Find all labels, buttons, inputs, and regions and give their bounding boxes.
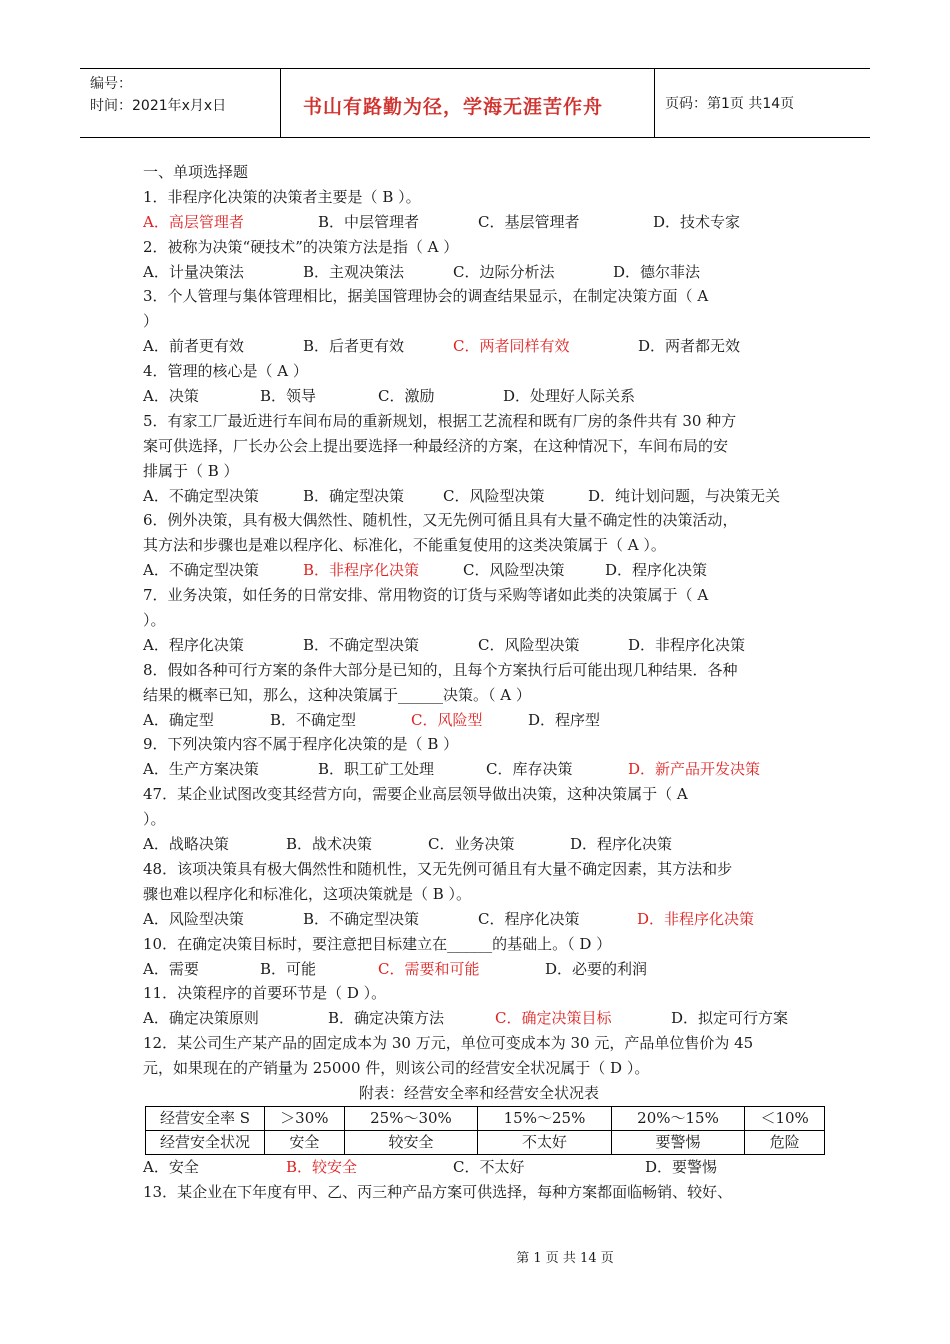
table-title: 附表：经营安全率和经营安全状况表 [358, 1083, 599, 1102]
option-c: C．库存决策 [486, 760, 573, 779]
option-row [143, 708, 815, 733]
option-row [143, 484, 815, 509]
table-cell: ＜10% [745, 1106, 825, 1130]
option-c: C．风险型决策 [463, 561, 565, 580]
motto: 书山有路勤为径，学海无涯苦作舟 [303, 95, 604, 118]
option-b: B．战术决策 [286, 835, 373, 854]
option-b: B．主观决策法 [303, 262, 405, 281]
option-row [143, 260, 815, 285]
option-row [143, 757, 815, 782]
option-b: B．不确定型 [270, 710, 357, 729]
option-row [143, 558, 815, 583]
option-b: B．不确定型决策 [303, 635, 420, 654]
question-stem-cont: 骤也难以程序化和标准化，这项决策就是（ B ）。 [143, 884, 472, 903]
option-d: D．拟定可行方案 [671, 1009, 789, 1028]
option-row [143, 334, 815, 359]
option-row [143, 633, 815, 658]
option-b: B．较安全 [286, 1157, 358, 1176]
question-stem-cont: 其方法和步骤也是难以程序化、标准化，不能重复使用的这类决策属于（ A ）。 [143, 536, 666, 555]
option-a: A．高层管理者 [143, 212, 244, 231]
option-d: D．新产品开发决策 [628, 760, 761, 779]
option-d: D．程序化决策 [605, 561, 708, 580]
question-stem: 6．例外决策，具有极大偶然性、随机性，又无先例可循且具有大量不确定性的决策活动， [143, 511, 738, 530]
option-c: C．风险型决策 [443, 486, 545, 505]
option-d: D．必要的利润 [545, 959, 648, 978]
option-d: D．两者都无效 [638, 337, 741, 356]
option-b: B．非程序化决策 [303, 561, 420, 580]
question-stem: 10．在确定决策目标时，要注意把目标建立在______的基础上。（ D ） [143, 934, 612, 953]
question-stem-cont: 元，如果现在的产销量为 25000 件，则该公司的经营安全状况属于（ D ）。 [143, 1059, 650, 1078]
option-d: D．程序化决策 [570, 835, 673, 854]
question-stem: 48．该项决策具有极大偶然性和随机性，又无先例可循且有大量不确定因素，其方法和步 [143, 859, 733, 878]
question-stem: 11．决策程序的首要环节是（ D ）。 [143, 984, 387, 1003]
table-row [146, 1106, 825, 1130]
question-stem: 9．下列决策内容不属于程序化决策的是（ B ） [143, 735, 459, 754]
page-indicator: 页码：第1页 共14页 [665, 96, 795, 112]
option-d: D．要警惕 [645, 1157, 718, 1176]
option-row [143, 1006, 815, 1031]
option-a: A．决策 [143, 387, 199, 406]
question-stem: 8．假如各种可行方案的条件大部分是已知的，且每个方案执行后可能出现几种结果．各种 [143, 660, 738, 679]
option-row [143, 832, 815, 857]
option-a: A．确定决策原则 [143, 1009, 259, 1028]
option-c: C．风险型 [411, 710, 483, 729]
table-row [146, 1130, 825, 1154]
table-cell: 经营安全状况 [146, 1130, 265, 1154]
option-c: C．边际分析法 [453, 262, 555, 281]
option-c: C．激励 [378, 387, 435, 406]
option-b: B．后者更有效 [303, 337, 405, 356]
question-stem: 7．业务决策，如任务的日常安排、常用物资的订货与采购等诸如此类的决策属于（ A [143, 586, 709, 605]
option-a: A．需要 [143, 959, 199, 978]
question-stem: 4．管理的核心是（ A ） [143, 362, 308, 381]
section-title: 一、单项选择题 [143, 163, 249, 181]
option-b: B．领导 [260, 387, 317, 406]
option-b: B．确定型决策 [303, 486, 405, 505]
table-cell: 危险 [745, 1130, 825, 1154]
option-a: A．确定型 [143, 710, 214, 729]
option-b: B．确定决策方法 [328, 1009, 445, 1028]
option-row [143, 1155, 815, 1180]
question-stem: 1．非程序化决策的决策者主要是（ B ）。 [143, 187, 421, 206]
table-cell: 经营安全率 S [146, 1106, 265, 1130]
question-stem: 47．某企业试图改变其经营方向，需要企业高层领导做出决策，这种决策属于（ A [143, 785, 688, 804]
option-c: C．程序化决策 [478, 909, 580, 928]
option-row [143, 957, 815, 982]
table-cell: 要警惕 [611, 1130, 745, 1154]
option-a: A．生产方案决策 [143, 760, 259, 779]
question-stem: 13．某企业在下年度有甲、乙、丙三种产品方案可供选择，每种方案都面临畅销、较好、 [143, 1182, 733, 1201]
option-a: A．程序化决策 [143, 635, 244, 654]
header-page-cell [655, 69, 870, 137]
option-d: D．程序型 [528, 710, 601, 729]
option-a: A．不确定型决策 [143, 561, 259, 580]
option-a: A．战略决策 [143, 835, 229, 854]
safety-rate-table [145, 1106, 825, 1155]
table-cell: 较安全 [344, 1130, 478, 1154]
question-stem: 5．有家工厂最近进行车间布局的重新规划，根据工艺流程和既有厂房的条件共有 30 种方 [143, 411, 737, 430]
option-b: B．可能 [260, 959, 317, 978]
option-a: A．前者更有效 [143, 337, 244, 356]
option-a: A．风险型决策 [143, 909, 244, 928]
option-d: D．德尔菲法 [613, 262, 701, 281]
option-c: C．风险型决策 [478, 635, 580, 654]
option-c: C．需要和可能 [378, 959, 480, 978]
table-cell: 15%～25% [478, 1106, 612, 1130]
option-d: D．纯计划问题，与决策无关 [588, 486, 781, 505]
table-cell: 20%～15% [611, 1106, 745, 1130]
option-a: A．不确定型决策 [143, 486, 259, 505]
doc-number-label: 编号： [90, 76, 132, 92]
option-row [143, 210, 815, 235]
option-row [143, 907, 815, 932]
header-motto-cell [281, 69, 655, 137]
question-stem-cont: 结果的概率已知，那么，这种决策属于______决策。（ A ） [143, 685, 531, 704]
table-cell: 安全 [265, 1130, 345, 1154]
page-header [80, 68, 870, 138]
option-b: B．中层管理者 [318, 212, 420, 231]
page-footer: 第 1 页 共 14 页 [516, 1251, 614, 1266]
table-cell: ＞30% [265, 1106, 345, 1130]
doc-date-label: 时间：2021年x月x日 [90, 98, 227, 114]
option-a: A．计量决策法 [143, 262, 244, 281]
question-stem: 12．某公司生产某产品的固定成本为 30 万元，单位可变成本为 30 元，产品单位售价为 45 [143, 1034, 754, 1053]
option-row [143, 384, 815, 409]
question-stem-cont: ） [143, 312, 159, 331]
option-c: C．不太好 [453, 1157, 525, 1176]
option-c: C．基层管理者 [478, 212, 580, 231]
question-stem-cont: 案可供选择，厂长办公会上提出要选择一种最经济的方案，在这种情况下，车间布局的安 [143, 436, 729, 455]
question-stem-cont: ）。 [143, 810, 166, 829]
option-a: A．安全 [143, 1157, 199, 1176]
question-stem: 3．个人管理与集体管理相比，据美国管理协会的调查结果显示，在制定决策方面（ A [143, 287, 709, 306]
question-list [143, 160, 815, 1205]
option-b: B．不确定型决策 [303, 909, 420, 928]
option-d: D．非程序化决策 [628, 635, 746, 654]
header-meta [80, 69, 281, 137]
option-c: C．业务决策 [428, 835, 515, 854]
option-b: B．职工矿工处理 [318, 760, 435, 779]
option-d: D．非程序化决策 [637, 909, 755, 928]
option-c: C．确定决策目标 [495, 1009, 612, 1028]
question-stem-cont: 排属于（ B ） [143, 461, 239, 480]
question-stem: 2．被称为决策“硬技术”的决策方法是指（ A ） [143, 237, 459, 256]
option-c: C．两者同样有效 [453, 337, 570, 356]
option-d: D．技术专家 [653, 212, 741, 231]
question-stem-cont: ）。 [143, 611, 166, 630]
table-cell: 25%～30% [344, 1106, 478, 1130]
table-cell: 不太好 [478, 1130, 612, 1154]
option-d: D．处理好人际关系 [503, 387, 636, 406]
